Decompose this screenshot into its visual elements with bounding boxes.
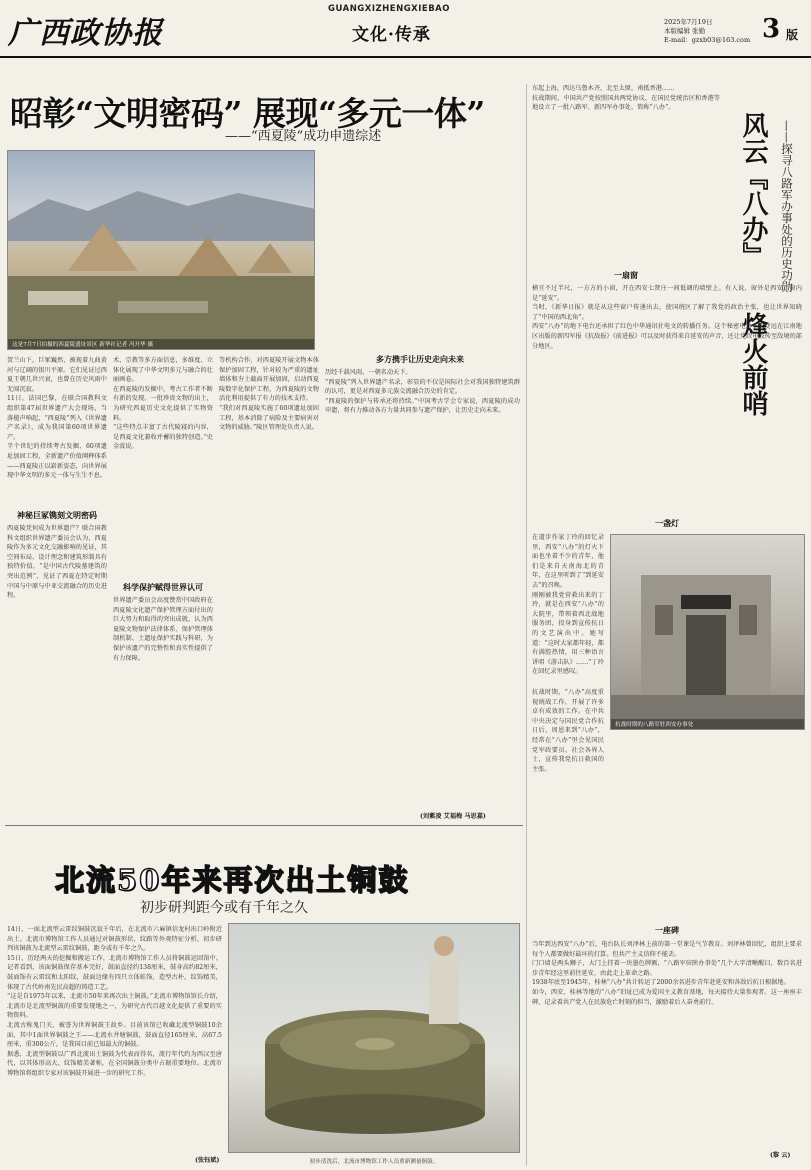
editor-email: E-mail：gzxb03@163.com bbox=[664, 36, 751, 44]
tomb-landscape-illustration bbox=[8, 151, 315, 350]
bronze-drum-photo bbox=[228, 923, 520, 1153]
feature-sect2-text-b: 抗战时期，“八办”高度重视统战工作，开展了许多卓有成效的工作。在中共中央决定与国民党合作抗日后，周恩来到“八办”，经常在“八办”里会见国民党军政要员、社会各界人士，宣传我党抗日救国的主张。 bbox=[532, 689, 604, 773]
lead-col2-text-b: 世界遗产委员会高度赞赏中国政府在西夏陵文化遗产保护管理方面付出的巨大努力和取得的突出成就，认为西夏陵文物保护法律体系、保护管理体制机制、土遗址保护实践与科研，为保护该遗产的完整性和真实性提供了有力保障。 bbox=[113, 597, 213, 662]
lead-col3-text-b: 历经千载风雨，一朝名动天下。 “西夏陵”列入世界遗产名录，彰显的不仅是国际社会对我国独特建筑群的认可，更是对西夏多元族交流融合历史的肯定。 “西夏陵的保护与传承还将持续。”中国考古学会专家说，西夏陵的成功申遗，将有力推动各方力量共同参与遗产保护，让历史走向未来。 bbox=[325, 369, 520, 415]
section-label: 文化·传承 bbox=[352, 25, 431, 45]
feature-photo-caption: 抗战时期的八路军驻西安办事处 bbox=[611, 719, 804, 729]
historic-building-illustration bbox=[611, 535, 805, 730]
lead-col3-text: 等机构合作，对西夏陵开展文物本体保护加固工程，针对较为严重的遗址墙体和夯土截面开展加固，启动西夏陵数字化保护工程，为西夏陵的文物活化利用提供了有力的技术支持。 “我们对西夏陵实施了60项遗址加固工程，基本消除了病险及主要病害对文物的威胁。”陵区管理处负责人说。 bbox=[219, 357, 319, 432]
feature-sect2-head: 一盏灯 bbox=[655, 519, 679, 528]
lead-subheadline: ——“西夏陵”成功申遗综述 bbox=[225, 129, 382, 144]
bronze-drum-illustration bbox=[229, 924, 520, 1153]
issue-date: 2025年7月19日 bbox=[664, 18, 713, 26]
lead-byline: (刘紫凌 艾福梅 马思嘉) bbox=[420, 813, 486, 820]
page-unit: 版 bbox=[786, 28, 799, 42]
lead-col3-subhead: 多方携手让历史走向未来 bbox=[376, 355, 464, 364]
feature-sect3-text: 当年到达西安“八办”后，电台队长刘泽林上前的第一堂课是气节教育。刘泽林曾回忆，组织上要求每个人都要做好最坏的打算。但共产主义信仰不能丢。 门口墙是两头狮子，大门上挂着一块墨色牌匾，“八路军驻陕办事处”几个大字清晰醒目，数百名进步青年经这里前往延安，由此走上革命之路。 1938年底至1945年，桂林“八办”共计转运了2000余名进步青年赴延安和各敌后抗日根据地。 如今，西安、桂林等地的“八办”旧址已成为爱国主义教育基地，每天接待大量参观者。这一座座丰碑，记录着共产党人在民族危亡时刻的担当，激励着后人奋勇前行。 bbox=[532, 941, 802, 1006]
lead-photo bbox=[7, 150, 315, 350]
lead-photo-caption: 这是7月7日拍摄的西夏陵遗址景区 新华社记者 冯开华 摄 bbox=[8, 339, 314, 349]
feature-column-divider bbox=[526, 84, 527, 1166]
feature-sect3-head: 一座碑 bbox=[655, 926, 679, 935]
feature-sect2-text: 在道步作家丁玲的回忆录里，西安“八办”的灯火下面也坐着不少的青年，他们是来自天南海北的青年，在这里听到了“到延安去”的召唤。 刚刚被我党营救出来的丁玲，就是在西安“八办”的大院里，带领着西北战地服务团，投身到宣传抗日的文艺演出中。她写道：“这时大家都年轻，都有满腔热情，用三种语言讲唱《游击队》……”丁玲在回忆录里感叹。 bbox=[532, 534, 604, 676]
newspaper-logo: 广西政协报 bbox=[8, 16, 163, 51]
feature-title-line1: 风云『八办』 bbox=[738, 112, 768, 268]
bottom-byline: (张钰斌) bbox=[195, 1157, 220, 1164]
page-editor: 本版编辑 张勤 bbox=[664, 27, 706, 35]
lead-col1-subhead: 神秘巨冢镌刻文明密码 bbox=[17, 511, 97, 520]
page-number: 3 bbox=[762, 14, 781, 44]
masthead-pinyin: GUANGXIZHENGXIEBAO bbox=[328, 4, 450, 14]
feature-sect1-head: 一扇窗 bbox=[614, 271, 638, 280]
lead-col1-text: 贺兰山下，巨冢巍然，被视着九曲黄河与辽阔的银川平原。它们见证过西夏王朝几世兴衰，也曾在历史风雨中无闻沉寂。 11日，法国巴黎，在联合国教科文组织第47届世界遗产大会现场，当落槌声响起，“西夏陵”列入《世界遗产名录》，成为我国第60项世界遗产。 半个世纪的持续考古发掘、60项遗址加固工程、全新遗产价值阐释体系——西夏陵正以崭新姿态，向世界展现中华文明的多元一体与生生不息。 bbox=[7, 357, 107, 480]
feature-subtitle: ——探寻八路军办事处的历史功勋 bbox=[780, 120, 794, 293]
bottom-headline: 北流50年来再次出土铜鼓 bbox=[55, 863, 410, 897]
feature-sect1-text: 横亘不过半尺，一方方的小窗，开在西安七贤庄一间低调的墙壁上。有人说，窗外是西安，窗内是“延安”。 当时，《新华日报》就是从这些窗户传递出去，使国统区了解了我党的政治主张，也让世界知晓了“中国的西北角”。 西安“八办”的地下电台还承担了红色中华通讯社电文的转播任务。这个秘密电台不仅使远在江南地区出版的新四军报《抗敌报》《前进报》可以及时获得来自延安的声音，还让党政电波传至敌境的部分地区。 bbox=[532, 285, 802, 350]
lead-col2-text: 术、宗教等多方面信息，多维度、立体化展现了中华文明多元与融合的壮丽画卷。 在西夏陵的发掘中，考古工作者不断有新的发现。一批珍贵文物的出土，为研究西夏历史文化提供了实物资料。 “这些特点丰富了古代陵寝的内容，是西夏文化兼收并蓄的独特创造。”史金波说。 bbox=[113, 357, 213, 451]
bottom-article-text: 14日，一面北流型云雷纹铜鼓沉寂千年后，在北流市六麻镇信龙村出口岭附近出土。北流市博物馆工作人员通过对铜鼓形状、纹路等外观特征分析，初步研判该铜鼓为北流型云雷纹铜鼓，距今或有千年之久。 15日，历经两天的挖掘和搬运工作，北流市博物馆工作人员将铜鼓运回馆中。记者看到，该面铜鼓保存基本完好，鼓面直径约138厘米，鼓身高约82厘米，鼓面饰有云雷纹和太阳纹，鼓面边缘有四只立体蛙饰，造型古朴，纹饰精美，体现了古代岭南先民高超的铸造工艺。 “这是自1975年以来，北流市50年来再次出土铜鼓。”北流市博物馆馆长介绍，北流市是北流型铜鼓的重要发现地之一，为研究古代百越文化提供了重要的实物资料。 北流古称鬼门关，被誉为世界铜鼓王故乡。目前该馆已收藏北流型铜鼓10余面，其中1面世界铜鼓之王——北流水井塘铜鼓，鼓面直径165厘米，高67.5厘米，重300公斤，是我国目前已知最大的铜鼓。 据悉，北流型铜鼓以广西北流出土铜鼓为代表而得名，流行年代约为西汉至唐代，以其体形高大、纹饰精美著称，在全国铜鼓分类中占据重要地位。北流市博物馆将组织专家对该铜鼓开展进一步的研究工作。 bbox=[7, 926, 222, 1077]
feature-title-line2: 烽火前哨 bbox=[738, 312, 768, 416]
feature-byline: (黎 云) bbox=[770, 1152, 791, 1159]
bronze-drum-caption: 初步清洗后，北流市博物馆工作人员重新测量铜鼓。 bbox=[309, 1159, 439, 1165]
masthead-rule bbox=[0, 56, 811, 58]
feature-photo bbox=[610, 534, 805, 730]
lead-headline: 昭彰“文明密码” 展现“多元一体” bbox=[10, 94, 485, 133]
lead-col2-subhead: 科学保护赋得世界认可 bbox=[123, 583, 203, 592]
lead-col1-text-b: 西夏陵凭何成为世界遗产？联合国教科文组织世界遗产委员会认为，西夏陵作为多元文化交融影响的见证，其空间布局、设计理念和建筑形制具有独特价值，“是中国古代陵墓建筑的突出范例”，见证了西夏在特定时期中国与中原与中亚交流融合的历史进程。 bbox=[7, 525, 107, 600]
masthead bbox=[0, 0, 811, 58]
feature-sect2-continued bbox=[532, 735, 802, 736]
bottom-article-rule bbox=[5, 825, 523, 826]
feature-intro: 东起上海，西达乌鲁木齐，北至太原，南抵香港…… 抗战期间，中国共产党按照国共两党协议，在国民党统治区和香港等地设立了一批八路军、新四军办事处，简称“八办”。 bbox=[532, 85, 720, 112]
lead-col4-text bbox=[320, 150, 520, 151]
bottom-subheadline: 初步研判距今或有千年之久 bbox=[140, 900, 308, 916]
